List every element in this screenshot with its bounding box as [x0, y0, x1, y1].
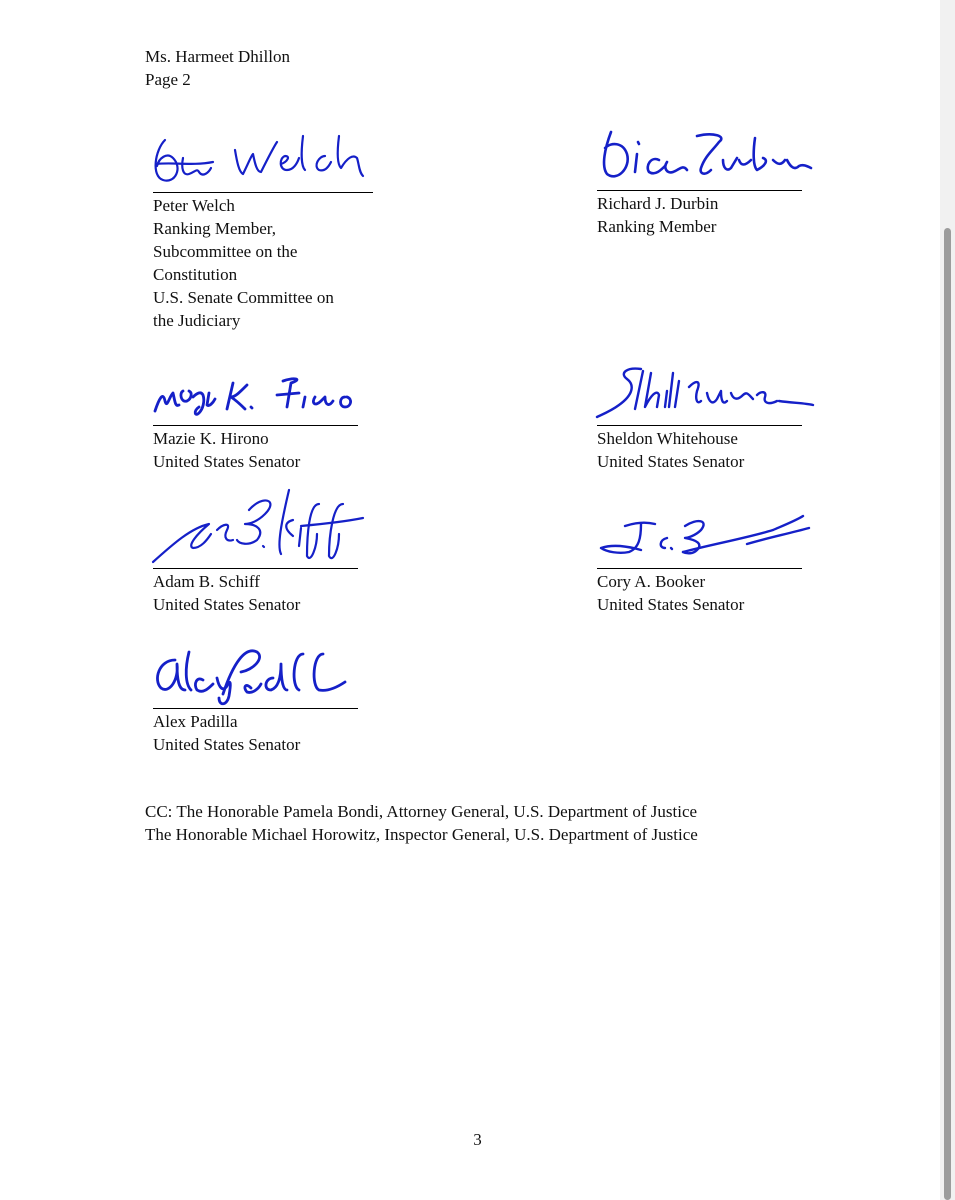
signer-title: the Judiciary [153, 311, 241, 330]
signature-padilla [153, 648, 358, 709]
recipient-name: Ms. Harmeet Dhillon [145, 47, 290, 66]
signer-name: Adam B. Schiff [153, 572, 260, 591]
signer-title: United States Senator [153, 735, 301, 754]
signer-name: Richard J. Durbin [597, 194, 719, 213]
signature-block-padilla [153, 648, 358, 756]
signature-welch-image [153, 128, 383, 198]
signature-durbin [597, 130, 802, 191]
signature-schiff [153, 508, 358, 569]
signature-padilla-image [153, 644, 383, 714]
signature-whitehouse [597, 365, 802, 426]
signer-title: Ranking Member [597, 217, 717, 236]
scrollbar-thumb[interactable] [944, 228, 951, 1200]
signature-hirono [153, 365, 358, 426]
signer-name: Cory A. Booker [597, 572, 706, 591]
signature-durbin-image [597, 126, 817, 196]
signature-block-schiff [153, 508, 358, 616]
signature-block-welch [153, 132, 373, 332]
signer-title: United States Senator [597, 452, 745, 471]
signature-block-hirono [153, 365, 358, 473]
signer-title: U.S. Senate Committee on [153, 288, 334, 307]
signer-title: United States Senator [597, 595, 745, 614]
vertical-scrollbar[interactable] [940, 0, 955, 1200]
signature-block-booker [597, 508, 802, 616]
letter-header [145, 45, 290, 91]
signature-block-durbin [597, 130, 802, 238]
signature-block-whitehouse [597, 365, 802, 473]
signature-booker [597, 508, 802, 569]
signer-name: Alex Padilla [153, 712, 238, 731]
signer-title: Constitution [153, 265, 238, 284]
signer-name: Peter Welch [153, 196, 235, 215]
signature-hirono-image [153, 361, 383, 431]
page-number: 3 [473, 1130, 482, 1149]
cc-line: The Honorable Michael Horowitz, Inspector General, U.S. Department of Justice [145, 825, 698, 844]
signer-name: Mazie K. Hirono [153, 429, 269, 448]
signer-name: Sheldon Whitehouse [597, 429, 738, 448]
signer-title: United States Senator [153, 595, 301, 614]
signature-booker-image [597, 504, 817, 574]
signature-whitehouse-image [597, 361, 817, 431]
signature-schiff-image [153, 484, 383, 574]
signer-title: Ranking Member, [153, 219, 277, 238]
signature-welch [153, 132, 373, 193]
cc-section [145, 800, 698, 846]
signer-title: Subcommittee on the [153, 242, 298, 261]
signer-title: United States Senator [153, 452, 301, 471]
cc-line: CC: The Honorable Pamela Bondi, Attorney General, U.S. Department of Justice [145, 802, 698, 821]
page-label: Page 2 [145, 70, 191, 89]
